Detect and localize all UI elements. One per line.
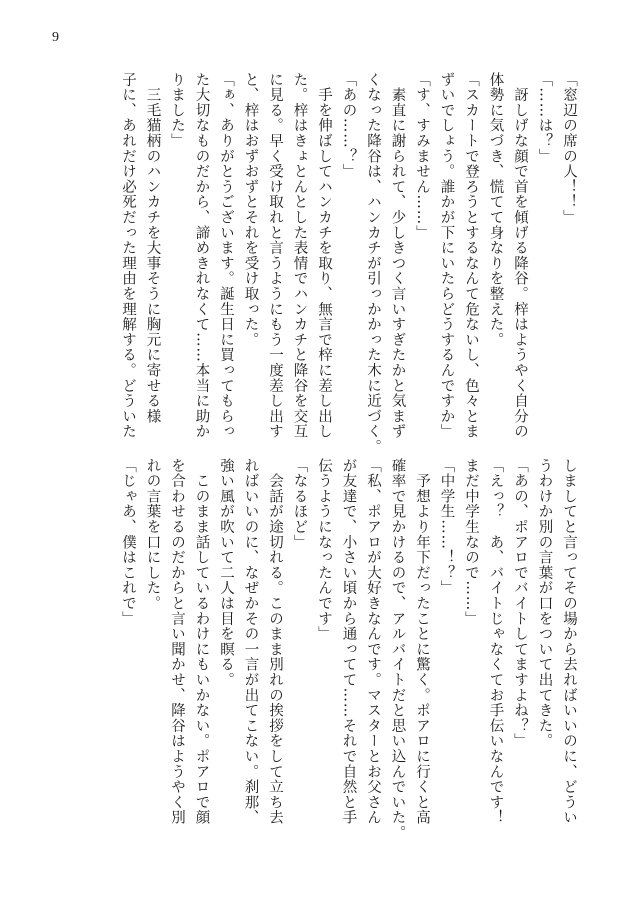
text-line: 伝うようになったんです」	[316, 458, 332, 642]
text-line: 「中学生……！？」	[438, 458, 455, 596]
text-line: た大切なものだから、諦めきれなくて……本当に助か	[193, 72, 210, 440]
lower-text-block	[120, 458, 581, 848]
text-line: このまま話しているわけにもいかない。ポアロで顔	[193, 458, 210, 826]
text-line: りました」	[169, 72, 185, 149]
text-line: 手を伸ばしてハンカチを取り、無言で梓に差し出し	[316, 72, 332, 440]
text-line: 会話が途切れる。このまま別れの挨拶をして立ち去	[267, 458, 283, 826]
text-line: 「ぁ、ありがとうございます。誕生日に買ってもらっ	[218, 72, 234, 440]
text-line: 「えっ？ あ、バイトじゃなくてお手伝いなんです！	[487, 458, 504, 826]
text-line: くなった降谷は、ハンカチが引っかかった木に近づく。	[365, 72, 381, 455]
text-line: 素直に謝られて、少しきつく言いすぎたかと気まず	[389, 72, 406, 440]
text-line: うわけか別の言葉が口をついて出てきた。	[536, 458, 553, 749]
text-line: ればいいのに、なぜかその一言が出てこない。刹那、	[242, 458, 259, 826]
text-line: た。梓はきょとんとした表情でハンカチと降谷を交互	[291, 72, 308, 440]
upper-text-block	[106, 72, 581, 455]
text-line: と、梓はおずおずとそれを受け取った。	[242, 72, 259, 348]
text-line: を合わせるのだからと言い聞かせ、降谷はようやく別	[169, 458, 185, 826]
text-line: 「スカートで登ろうとするなんて危ないし、色々とま	[463, 72, 479, 440]
text-line: 「なるほど」	[291, 458, 308, 550]
text-line: れの言葉を口にした。	[144, 458, 161, 611]
text-line: 「あの、ポアロでバイトしてますよね？」	[512, 458, 528, 749]
page-number: 9	[52, 30, 59, 45]
text-line: しましてと言ってその場から去ればいいのに、どうい	[561, 458, 577, 826]
text-line: 確率で見かけるので、アルバイトだと思い込んでいた。	[389, 458, 406, 841]
text-line: 強い風が吹いて二人は目を瞑る。	[218, 458, 234, 688]
text-line: に見る。早く受け取れと言うようにもう一度差し出す	[267, 72, 283, 440]
text-line: ずいでしょう。誰かが下にいたらどうするんですか」	[438, 72, 455, 440]
text-line: 「じゃあ、僕はこれで」	[120, 458, 136, 627]
text-line: 「す、すみません……」	[414, 72, 430, 241]
text-line: 「あの……？」	[340, 72, 357, 180]
text-line: 「……は？」	[536, 72, 553, 164]
text-line: 子に、あれだけ必死だった理由を理解する。どういた	[120, 72, 136, 440]
text-line: まだ中学生なので……」	[463, 458, 479, 627]
text-line: 予想より年下だったことに驚く。ポアロに行くと高	[414, 458, 430, 826]
text-line: 三毛猫柄のハンカチを大事そうに胸元に寄せる様	[144, 72, 161, 424]
text-line: 訝しげな顔で首を傾げる降谷。梓はようやく自分の	[512, 72, 528, 440]
text-line: 「私、ポアロが大好きなんです。マスターとお父さん	[365, 458, 381, 826]
text-line: が友達で、小さい頃から通ってて……それで自然と手	[340, 458, 357, 826]
text-line: 体勢に気づき、慌てて身なりを整えた。	[487, 72, 504, 348]
text-line: 「窓辺の席の人！！」	[561, 72, 577, 225]
